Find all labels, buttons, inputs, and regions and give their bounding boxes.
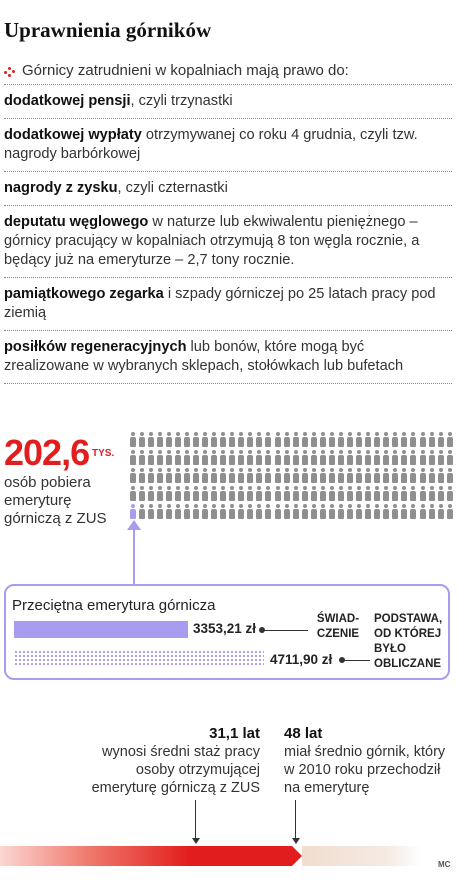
person-icon [346, 468, 355, 484]
benefit-label: ŚWIAD- CZENIE [316, 613, 360, 640]
person-icon [164, 468, 173, 484]
person-icon [173, 432, 182, 448]
person-icon [427, 504, 436, 520]
person-icon [409, 468, 418, 484]
person-icon [273, 450, 282, 466]
person-icon [237, 468, 246, 484]
fact-text: wynosi średni staż pracy osoby otrzymującej emeryturę górniczą z ZUS [91, 744, 260, 796]
person-icon [237, 450, 246, 466]
person-icon [291, 468, 300, 484]
person-icon [282, 432, 291, 448]
person-icon [219, 486, 228, 502]
person-icon [137, 486, 146, 502]
person-icon [427, 450, 436, 466]
pictogram-row [128, 450, 454, 468]
person-icon [300, 450, 309, 466]
arrow-line [133, 526, 135, 586]
person-icon [327, 450, 336, 466]
person-icon [191, 504, 200, 520]
item-bold: deputatu węglowego [4, 214, 149, 230]
list-item [4, 277, 452, 330]
person-icon [173, 504, 182, 520]
person-icon [182, 486, 191, 502]
person-icon [264, 468, 273, 484]
person-icon [155, 432, 164, 448]
item-text: w naturze lub ekwiwalentu pieniężnego – górnicy pracujący w kopalniach otrzymują 8 ton węgla rocznie, a będący już na emeryturze – 2,7 tony rocznie. [4, 214, 420, 268]
pictogram-row [128, 486, 454, 504]
person-icon [273, 468, 282, 484]
person-icon [336, 486, 345, 502]
leader-line [342, 660, 370, 661]
person-icon [255, 468, 264, 484]
person-icon [373, 450, 382, 466]
item-bold: dodatkowej wypłaty [4, 127, 142, 143]
person-icon [182, 450, 191, 466]
person-icon [246, 504, 255, 520]
person-icon [164, 504, 173, 520]
person-icon [128, 486, 137, 502]
person-icon [382, 504, 391, 520]
person-icon [155, 468, 164, 484]
person-icon [382, 432, 391, 448]
person-icon [201, 504, 210, 520]
person-icon [255, 486, 264, 502]
person-icon [427, 432, 436, 448]
person-icon [373, 504, 382, 520]
arrow-up-icon [127, 520, 141, 530]
person-icon [391, 504, 400, 520]
person-icon [255, 432, 264, 448]
person-icon [436, 486, 445, 502]
person-icon [219, 504, 228, 520]
person-icon [146, 450, 155, 466]
person-icon [164, 432, 173, 448]
person-icon [228, 450, 237, 466]
person-icon [391, 468, 400, 484]
person-icon [128, 504, 137, 520]
person-icon [373, 432, 382, 448]
pictogram-row [128, 468, 454, 486]
person-icon [318, 486, 327, 502]
person-icon [300, 486, 309, 502]
person-icon [191, 468, 200, 484]
basis-label: PODSTAWA, OD KTÓREJ BYŁO OBLICZANE [374, 613, 443, 670]
person-icon [400, 468, 409, 484]
person-icon [445, 432, 454, 448]
person-icon [309, 450, 318, 466]
basis-value: 4711,90 zł [270, 652, 333, 667]
fact-value: 31,1 lat [209, 725, 260, 742]
person-icon [300, 468, 309, 484]
person-icon [282, 468, 291, 484]
person-icon [327, 432, 336, 448]
person-icon [364, 504, 373, 520]
person-icon [373, 468, 382, 484]
person-icon [210, 468, 219, 484]
person-icon [201, 486, 210, 502]
person-icon [201, 450, 210, 466]
basis-bar [14, 650, 264, 667]
person-icon [146, 504, 155, 520]
list-item [4, 118, 452, 171]
person-icon [436, 468, 445, 484]
person-icon [418, 504, 427, 520]
person-icon [336, 450, 345, 466]
dots-icon [4, 65, 16, 77]
person-icon [282, 486, 291, 502]
person-icon [436, 432, 445, 448]
person-icon [445, 468, 454, 484]
person-icon [210, 504, 219, 520]
item-text: i szpady górniczej po 25 latach pracy pod ziemią [4, 286, 436, 321]
person-icon [291, 504, 300, 520]
person-icon [355, 450, 364, 466]
person-icon [273, 486, 282, 502]
person-icon [364, 468, 373, 484]
person-icon [237, 432, 246, 448]
person-icon [318, 432, 327, 448]
benefit-bar [14, 621, 188, 638]
person-icon [210, 486, 219, 502]
pictogram-row [128, 432, 454, 450]
item-text: lub bonów, które mogą być zrealizowane w wybranych sklepach, stołówkach lub bufetach [4, 339, 404, 374]
person-icon [264, 504, 273, 520]
stat-number: 202,6 [4, 432, 90, 473]
person-icon [246, 450, 255, 466]
people-pictogram [128, 432, 454, 522]
person-icon [309, 432, 318, 448]
age-timeline [0, 846, 458, 866]
benefit-value: 3353,21 zł [193, 621, 257, 636]
person-icon [436, 450, 445, 466]
person-icon [264, 486, 273, 502]
person-icon [346, 486, 355, 502]
person-icon [400, 486, 409, 502]
list-item [4, 330, 452, 384]
item-bold: nagrody z zysku [4, 180, 118, 196]
person-icon [201, 432, 210, 448]
person-icon [336, 432, 345, 448]
infographic-title: Uprawnienia górników [4, 18, 212, 42]
person-icon [182, 504, 191, 520]
person-icon [382, 450, 391, 466]
item-text: , czyli czternastki [117, 180, 228, 196]
person-icon [382, 468, 391, 484]
person-icon [255, 450, 264, 466]
person-icon [309, 504, 318, 520]
person-icon [400, 450, 409, 466]
person-icon [282, 450, 291, 466]
timeline-arrow-icon [292, 846, 302, 866]
person-icon [391, 450, 400, 466]
person-icon [409, 486, 418, 502]
person-icon [427, 468, 436, 484]
person-icon [409, 504, 418, 520]
person-icon [355, 486, 364, 502]
person-icon [327, 468, 336, 484]
list-item [4, 171, 452, 205]
intro-text: Górnicy zatrudnieni w kopalniach mają prawo do: [22, 62, 349, 79]
item-text: , czyli trzynastki [130, 93, 233, 109]
person-icon [327, 486, 336, 502]
rights-list [4, 84, 452, 384]
person-icon [146, 432, 155, 448]
leader-line [262, 630, 308, 631]
stat-description: osób pobiera emeryturę górniczą z ZUS [4, 474, 107, 527]
person-icon [309, 486, 318, 502]
fact-pointer [295, 800, 296, 842]
person-icon [418, 486, 427, 502]
person-icon [346, 450, 355, 466]
person-icon [346, 432, 355, 448]
person-icon [264, 450, 273, 466]
fact-retirement-age [284, 725, 454, 797]
person-icon [246, 486, 255, 502]
person-icon [273, 432, 282, 448]
person-icon [400, 504, 409, 520]
pension-title: Przeciętna emerytura górnicza [12, 597, 216, 614]
person-icon [146, 468, 155, 484]
person-icon [291, 432, 300, 448]
person-icon [182, 468, 191, 484]
person-icon [155, 486, 164, 502]
person-icon [219, 432, 228, 448]
person-icon [445, 450, 454, 466]
person-icon [346, 504, 355, 520]
person-icon [300, 504, 309, 520]
person-icon [318, 468, 327, 484]
person-icon [228, 468, 237, 484]
person-icon [291, 486, 300, 502]
pointer-arrow-icon [292, 838, 300, 844]
person-icon [373, 486, 382, 502]
person-icon [182, 432, 191, 448]
person-icon [173, 450, 182, 466]
person-icon [155, 504, 164, 520]
person-icon [210, 432, 219, 448]
fact-text: miał średnio górnik, który w 2010 roku przechodził na emeryturę [284, 744, 446, 796]
person-icon [418, 468, 427, 484]
person-icon [300, 432, 309, 448]
person-icon [228, 486, 237, 502]
person-icon [318, 504, 327, 520]
person-icon [246, 468, 255, 484]
person-icon [210, 450, 219, 466]
person-icon [173, 468, 182, 484]
person-icon [164, 450, 173, 466]
person-icon [418, 450, 427, 466]
person-icon [237, 486, 246, 502]
person-icon [327, 504, 336, 520]
intro-line [4, 62, 349, 79]
person-icon [191, 450, 200, 466]
pointer-arrow-icon [192, 838, 200, 844]
person-icon [228, 504, 237, 520]
person-icon [137, 468, 146, 484]
fact-value: 48 lat [284, 725, 323, 742]
person-icon [336, 504, 345, 520]
person-icon [201, 468, 210, 484]
item-bold: posiłków regeneracyjnych [4, 339, 187, 355]
person-icon [445, 486, 454, 502]
item-text: otrzymywanej co roku 4 grudnia, czyli tzw. nagrody barbórkowej [4, 127, 418, 162]
person-icon [137, 450, 146, 466]
person-icon [137, 432, 146, 448]
item-bold: dodatkowej pensji [4, 93, 131, 109]
timeline-beige-segment [302, 846, 422, 866]
person-icon [355, 468, 364, 484]
person-icon [391, 486, 400, 502]
person-icon [282, 504, 291, 520]
person-icon [273, 504, 282, 520]
list-item [4, 205, 452, 277]
person-icon [146, 486, 155, 502]
person-icon [355, 432, 364, 448]
person-icon [355, 504, 364, 520]
person-icon [255, 504, 264, 520]
person-icon [409, 450, 418, 466]
person-icon [173, 486, 182, 502]
stat-unit: TYS. [92, 448, 115, 459]
item-bold: pamiątkowego zegarka [4, 286, 164, 302]
person-icon [137, 504, 146, 520]
person-icon [191, 486, 200, 502]
person-icon [219, 468, 228, 484]
person-icon [409, 432, 418, 448]
person-icon [436, 504, 445, 520]
person-icon [237, 504, 246, 520]
person-icon [128, 432, 137, 448]
person-icon [400, 432, 409, 448]
person-icon [291, 450, 300, 466]
person-icon [228, 432, 237, 448]
person-icon [128, 450, 137, 466]
person-icon [445, 504, 454, 520]
pictogram-row [128, 504, 454, 522]
person-icon [164, 486, 173, 502]
person-icon [219, 450, 228, 466]
fact-pointer [195, 800, 196, 842]
person-icon [309, 468, 318, 484]
person-icon [391, 432, 400, 448]
person-icon [246, 432, 255, 448]
author-credit: MC [438, 860, 451, 869]
person-icon [191, 432, 200, 448]
person-icon [427, 486, 436, 502]
person-icon [382, 486, 391, 502]
timeline-red-segment [0, 846, 292, 866]
fact-service-years [90, 725, 260, 797]
person-icon [318, 450, 327, 466]
person-icon [264, 432, 273, 448]
person-icon [364, 432, 373, 448]
list-item [4, 84, 452, 118]
person-icon [364, 486, 373, 502]
person-icon [128, 468, 137, 484]
person-icon [418, 432, 427, 448]
person-icon [155, 450, 164, 466]
person-icon [336, 468, 345, 484]
person-icon [364, 450, 373, 466]
